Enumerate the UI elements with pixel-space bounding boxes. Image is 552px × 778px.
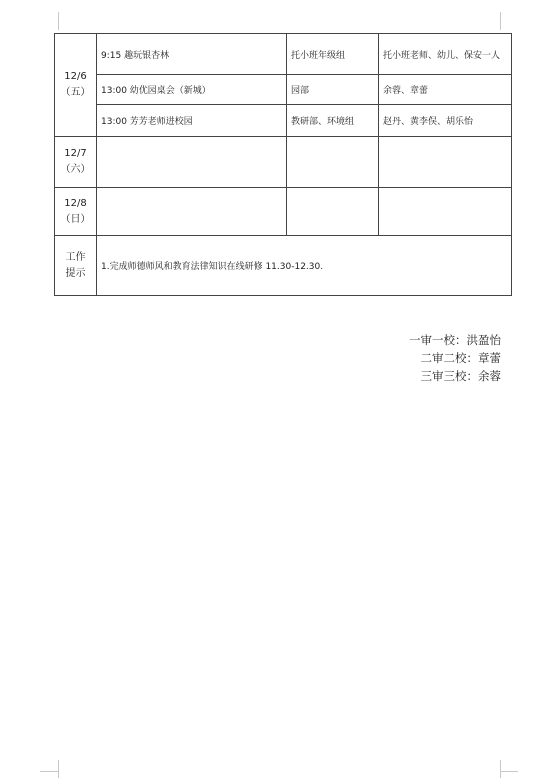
participants-cell bbox=[379, 137, 512, 188]
activity-cell bbox=[97, 188, 287, 236]
date-label: 12/8 bbox=[64, 197, 87, 209]
department-cell: 托小班年级组 bbox=[287, 34, 379, 75]
activity-cell: 13:00 幼优园桌会（新城） bbox=[97, 75, 287, 105]
crop-mark-top-right bbox=[500, 12, 501, 30]
table-row bbox=[55, 188, 512, 236]
work-tips-label-line1: 工作 bbox=[65, 251, 86, 263]
activity-cell: 13:00 芳芳老师进校园 bbox=[97, 105, 287, 137]
weekday-label: （六） bbox=[60, 164, 91, 175]
date-label: 12/6 bbox=[64, 71, 87, 82]
weekday-label: （日） bbox=[60, 213, 91, 225]
signoff-line-1: 一审一校：洪盈怡 bbox=[409, 333, 501, 347]
crop-mark-bottom-right-v bbox=[500, 760, 501, 778]
crop-mark-top-left bbox=[58, 12, 59, 30]
department-cell bbox=[287, 137, 379, 188]
table-row bbox=[55, 137, 512, 188]
crop-mark-bottom-left-v bbox=[58, 760, 59, 778]
department-cell: 教研部、环境组 bbox=[287, 105, 379, 137]
signoff-line-3: 三审三校：余蓉 bbox=[420, 369, 501, 383]
table-row bbox=[55, 236, 512, 296]
signoff-line-2: 二审二校：章蕾 bbox=[420, 351, 501, 365]
table-row bbox=[55, 105, 512, 137]
date-cell-12-6 bbox=[55, 34, 97, 137]
work-tips-label-cell bbox=[55, 236, 97, 296]
date-label: 12/7 bbox=[64, 148, 87, 159]
participants-cell bbox=[379, 188, 512, 236]
review-signoff bbox=[409, 331, 501, 385]
participants-cell: 余蓉、章蕾 bbox=[379, 75, 512, 105]
department-cell: 园部 bbox=[287, 75, 379, 105]
table-row bbox=[55, 75, 512, 105]
crop-mark-bottom-left bbox=[40, 771, 58, 772]
date-cell-12-7 bbox=[55, 137, 97, 188]
date-cell-12-8 bbox=[55, 188, 97, 236]
work-tips-label-line2: 提示 bbox=[65, 267, 86, 279]
table-row bbox=[55, 34, 512, 75]
weekday-label: （五） bbox=[60, 87, 91, 98]
weekly-schedule-table bbox=[54, 33, 512, 296]
department-cell bbox=[287, 188, 379, 236]
work-tips-text: 1.完成师德师风和教育法律知识在线研修 11.30-12.30. bbox=[97, 236, 512, 296]
crop-mark-bottom-right bbox=[500, 771, 518, 772]
participants-cell: 赵丹、黄李俣、胡乐怡 bbox=[379, 105, 512, 137]
activity-cell bbox=[97, 137, 287, 188]
participants-cell: 托小班老师、幼儿、保安一人 bbox=[379, 34, 512, 75]
activity-cell: 9:15 趣玩银杏林 bbox=[97, 34, 287, 75]
